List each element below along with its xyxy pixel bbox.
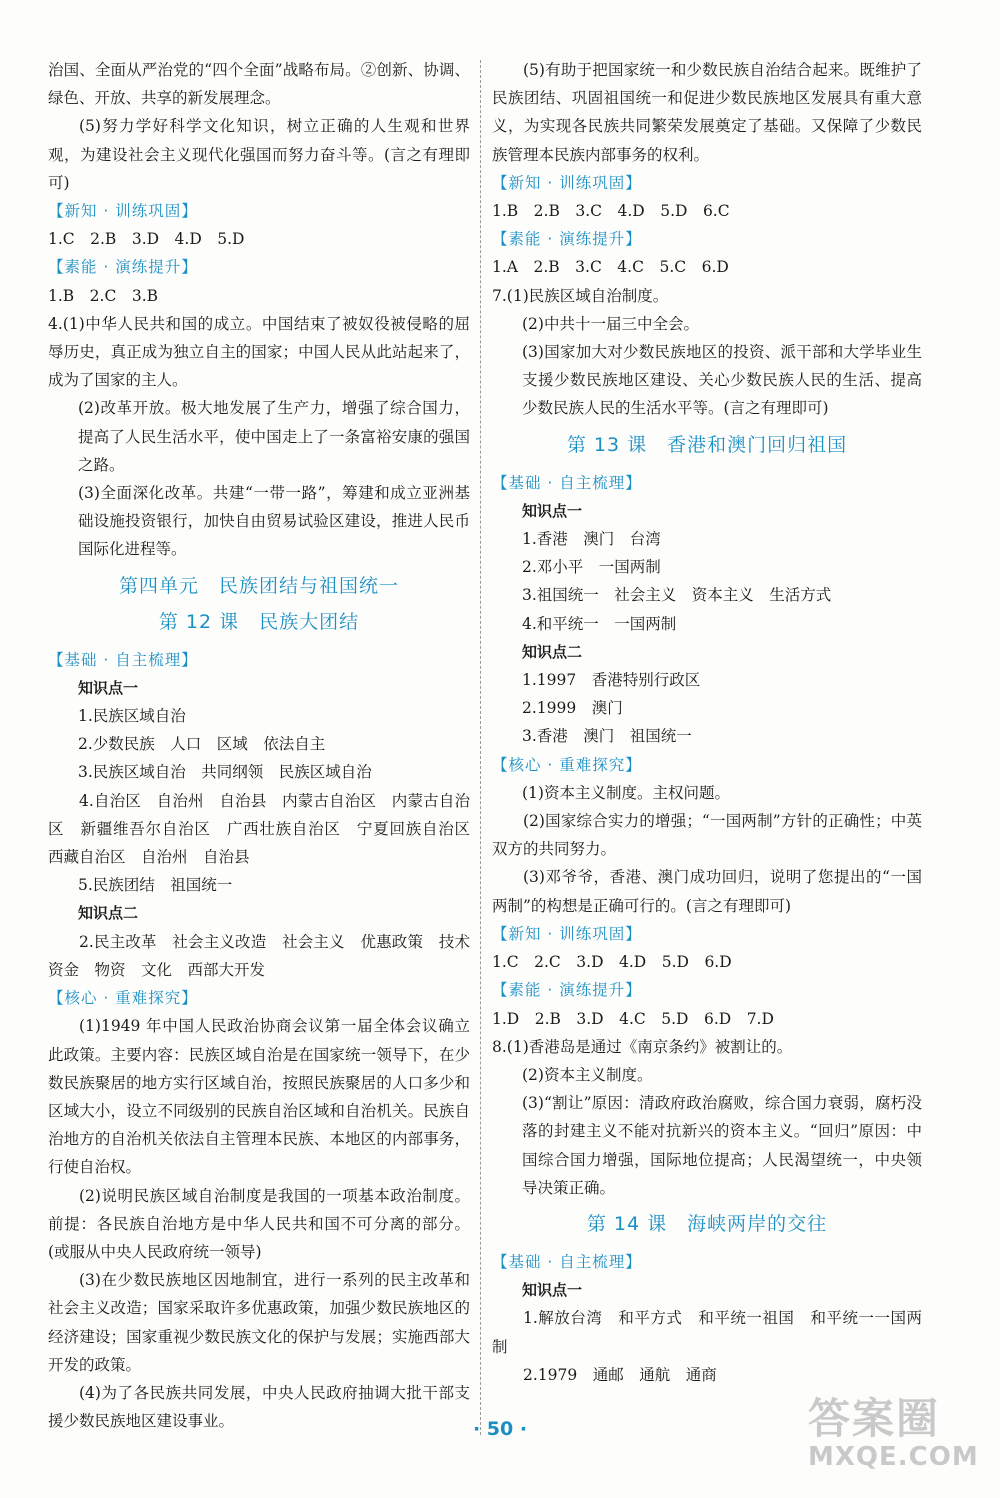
knowledge-point-label: 知识点二 — [522, 642, 583, 661]
answer-text: 治国、全面从严治党的“四个全面”战略布局。②创新、协调、绿色、开放、共享的新发展理念。 — [48, 61, 470, 108]
answer-text: (2)改革开放。极大地发展了生产力，增强了综合国力，提高了人民生活水平，使中国走上了一条富裕安康的强国之路。 — [78, 399, 470, 474]
watermark-logo — [808, 1394, 979, 1485]
answer-text: 2.1999 澳门 — [522, 699, 623, 718]
answer-text: 1.民族区域自治 — [78, 707, 186, 726]
answer-text: 1.解放台湾 和平方式 和平统一祖国 和平统一一国两制 — [492, 1309, 922, 1356]
answer-text: 2.邓小平 一国两制 — [522, 558, 661, 577]
knowledge-point-label: 知识点二 — [78, 904, 139, 923]
section-heading: 【基础 · 自主梳理】 — [48, 650, 198, 669]
section-heading: 【新知 · 训练巩固】 — [48, 202, 198, 221]
answer-key: 1.B 2.B 3.C 4.D 5.D 6.C — [492, 202, 730, 221]
answer-text: (3)邓爷爷，香港、澳门成功回归，说明了您提出的“一国两制”的构想是正确可行的。(言之有理即可) — [492, 868, 922, 915]
answer-text: (2)资本主义制度。 — [522, 1065, 653, 1084]
answer-key: 1.C 2.B 3.D 4.D 5.D — [48, 230, 245, 249]
answer-text: (4)为了各民族共同发展，中央人民政府抽调大批干部支援少数民族地区建设事业。 — [48, 1383, 470, 1431]
answer-text: (3)在少数民族地区因地制宜，进行一系列的民主改革和社会主义改造；国家采取许多优惠政策，加强少数民族地区的经济建设；国家重视少数民族文化的保护与发展；实施西部大开发的政策。 — [48, 1271, 470, 1374]
answer-text: (5)有助于把国家统一和少数民族自治结合起来。既维护了民族团结、巩固祖国统一和促进少数民族地区发展具有重大意义，为实现各民族共同繁荣发展奠定了基础。又保障了少数民族管理本民族内部事务的权利。 — [492, 61, 922, 164]
section-heading: 【新知 · 训练巩固】 — [492, 173, 642, 192]
watermark-url: MXQE.COM — [808, 1442, 979, 1472]
answer-text: (3)全面深化改革。共建“一带一路”，筹建和成立亚洲基础设施投资银行，加快自由贸易试验区建设，推进人民币国际化进程等。 — [78, 484, 470, 559]
column-divider — [480, 60, 481, 1435]
section-heading: 【基础 · 自主梳理】 — [492, 473, 642, 492]
lesson-title: 第 12 课 民族大团结 — [158, 610, 360, 633]
answer-text: (2)中共十一届三中全会。 — [522, 314, 699, 333]
answer-key: 1.A 2.B 3.C 4.C 5.C 6.D — [492, 258, 729, 277]
answer-text: 1.1997 香港特别行政区 — [522, 671, 701, 690]
section-heading: 【核心 · 重难探究】 — [48, 989, 198, 1008]
section-heading: 【素能 · 演练提升】 — [492, 230, 642, 249]
answer-key: 1.C 2.C 3.D 4.D 5.D 6.D — [492, 953, 732, 972]
answer-text: 3.民族区域自治 共同纲领 民族区域自治 — [78, 763, 372, 782]
answer-text: 4.自治区 自治州 自治县 内蒙古自治区 内蒙古自治区 新疆维吾尔自治区 广西壮族自治区 宁夏回族自治区 西藏自治区 自治州 自治县 — [48, 791, 486, 867]
page-number: · 50 · — [472, 1418, 528, 1440]
right-column — [492, 56, 922, 1389]
section-heading: 【核心 · 重难探究】 — [492, 755, 642, 774]
answer-text: (1)资本主义制度。主权问题。 — [522, 783, 730, 802]
watermark-text: 答案圈 — [808, 1394, 941, 1443]
answer-text: (3)“割让”原因：清政府政治腐败，综合国力衰弱，腐朽没落的封建主义不能对抗新兴的资本主义。“回归”原因：中国综合国力增强，国际地位提高；人民渴望统一，中央领导决策正确。 — [522, 1094, 922, 1197]
answer-text: 1.香港 澳门 台湾 — [522, 530, 661, 549]
answer-text: 2.民主改革 社会主义改造 社会主义 优惠政策 技术 资金 物资 文化 西部大开发 — [48, 932, 486, 979]
answer-text: (2)说明民族区域自治制度是我国的一项基本政治制度。前提：各民族自治地方是中华人民共和国不可分离的部分。(或服从中央人民政府统一领导) — [48, 1186, 470, 1261]
answer-key: 1.D 2.B 3.D 4.C 5.D 6.D 7.D — [492, 1009, 774, 1028]
answer-text: 8.(1)香港岛是通过《南京条约》被割让的。 — [492, 1037, 793, 1056]
answer-text: 3.香港 澳门 祖国统一 — [522, 727, 692, 746]
answer-text: 2.少数民族 人口 区域 依法自主 — [78, 735, 326, 754]
answer-text: (3)国家加大对少数民族地区的投资、派干部和大学毕业生支援少数民族地区建设、关心少数民族人民的生活、提高少数民族人民的生活水平等。(言之有理即可) — [522, 343, 922, 418]
left-column — [48, 56, 486, 1435]
answer-text: (2)国家综合实力的增强；“一国两制”方针的正确性；中英双方的共同努力。 — [492, 812, 922, 859]
section-heading: 【新知 · 训练巩固】 — [492, 924, 642, 943]
answer-text: 3.祖国统一 社会主义 资本主义 生活方式 — [522, 586, 832, 605]
section-heading: 【素能 · 演练提升】 — [492, 981, 642, 1000]
knowledge-point-label: 知识点一 — [522, 501, 583, 520]
answer-text: 7.(1)民族区域自治制度。 — [492, 286, 669, 305]
answer-key: 1.B 2.C 3.B — [48, 286, 159, 305]
answer-text: 4.(1)中华人民共和国的成立。中国结束了被奴役被侵略的屈辱历史，真正成为独立自主的国家；中国人民从此站起来了，成为了国家的主人。 — [48, 314, 470, 390]
section-heading: 【素能 · 演练提升】 — [48, 258, 198, 277]
answer-text: (1)1949 年中国人民政治协商会议第一届全体会议确立此政策。主要内容：民族区域自治是在国家统一领导下，在少数民族聚居的地方实行区域自治，按照民族聚居的人口多少和区域大小，设立不同级别的民族自治区域和自治机关。民族自治地方的自治机关依法自主管理本民族、本地区的内部事务，行使自治权。 — [48, 1017, 470, 1177]
answer-text: 2.1979 通邮 通航 通商 — [523, 1365, 717, 1384]
knowledge-point-label: 知识点一 — [522, 1281, 583, 1300]
answer-text: (5)努力学好科学文化知识，树立正确的人生观和世界观，为建设社会主义现代化强国而努力奋斗等。(言之有理即可) — [48, 117, 470, 192]
unit-title: 第四单元 民族团结与祖国统一 — [118, 574, 399, 597]
lesson-title: 第 13 课 香港和澳门回归祖国 — [566, 433, 848, 456]
answer-text: 5.民族团结 祖国统一 — [78, 876, 233, 895]
lesson-title: 第 14 课 海峡两岸的交往 — [586, 1212, 828, 1235]
answer-text: 4.和平统一 一国两制 — [522, 614, 677, 633]
knowledge-point-label: 知识点一 — [78, 678, 139, 697]
section-heading: 【基础 · 自主梳理】 — [492, 1252, 642, 1271]
